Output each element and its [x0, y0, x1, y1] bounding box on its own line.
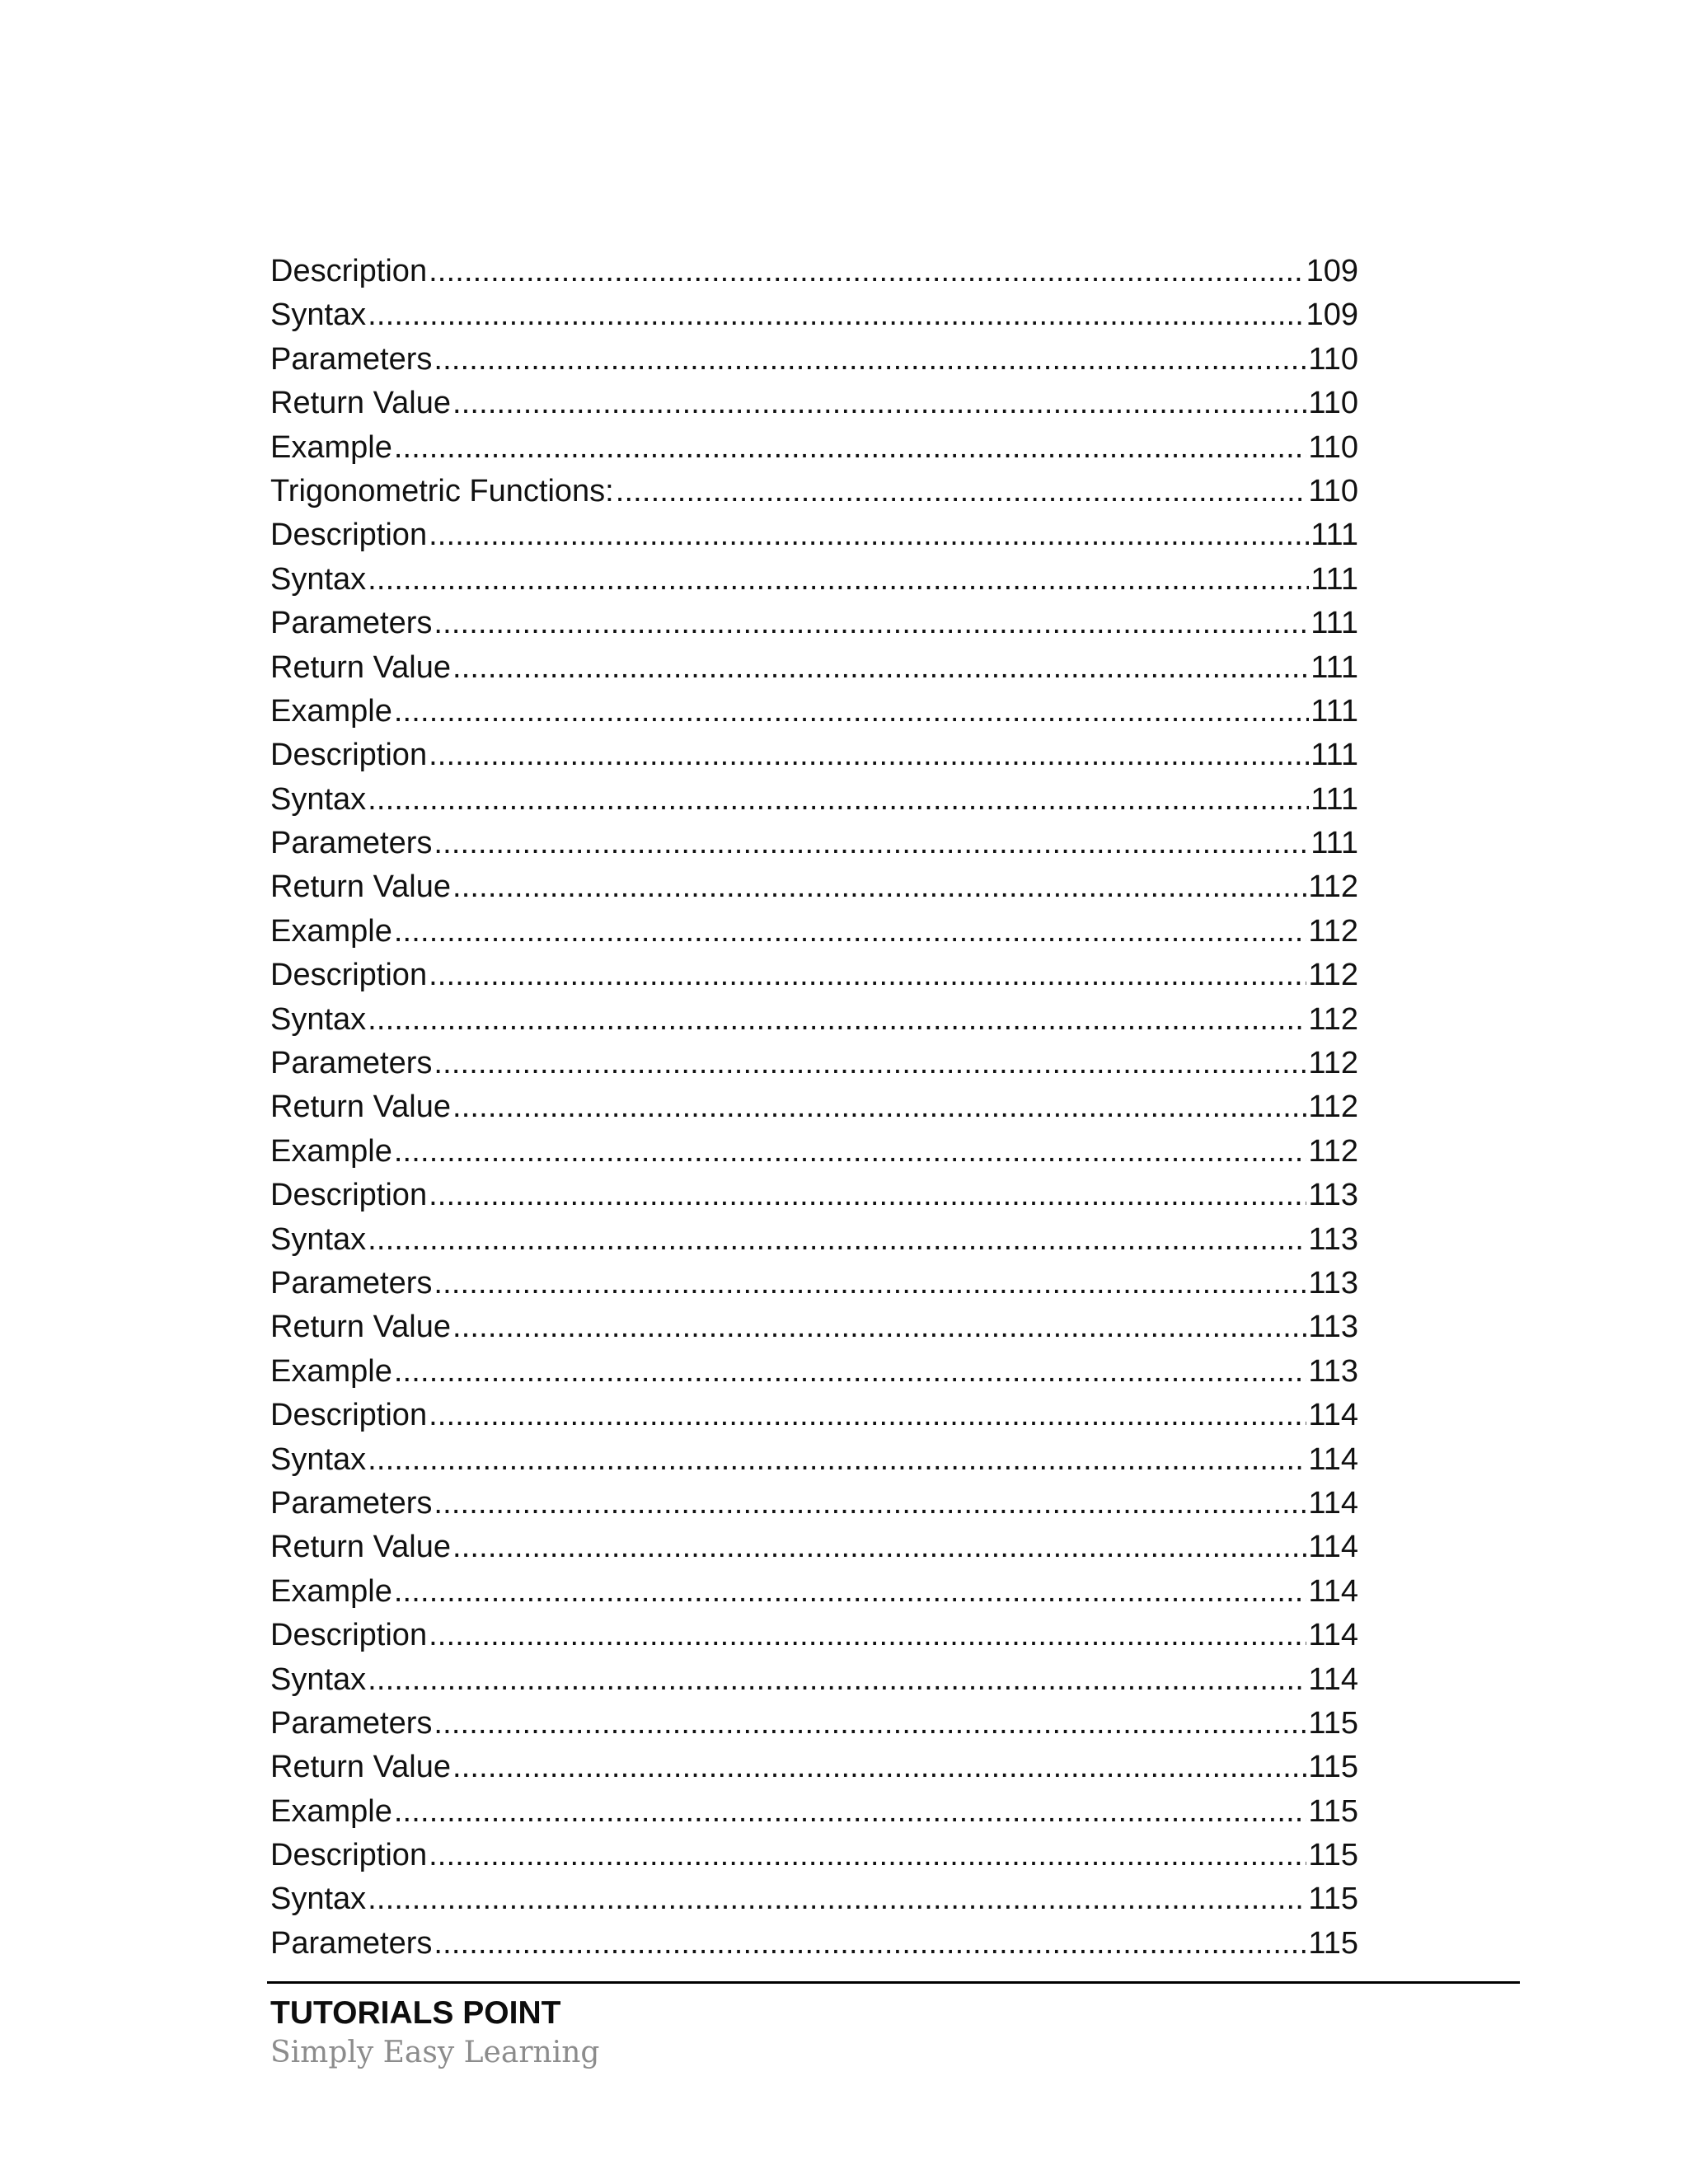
toc-entry[interactable] [270, 1394, 1358, 1437]
toc-dot-leader [368, 1658, 1306, 1702]
toc-entry[interactable] [270, 293, 1358, 337]
toc-dot-leader [452, 646, 1309, 690]
toc-entry[interactable] [270, 1526, 1358, 1569]
toc-entry[interactable] [270, 1305, 1358, 1349]
toc-entry-title: Parameters [270, 1705, 433, 1741]
toc-entry-title: Example [270, 693, 392, 729]
toc-dot-leader [434, 1262, 1306, 1305]
toc-dot-leader [452, 1746, 1306, 1789]
toc-entry-page-number: 112 [1308, 913, 1358, 949]
toc-dot-leader [368, 293, 1304, 337]
toc-entry-page-number: 113 [1308, 1310, 1358, 1345]
toc-entry-page-number: 110 [1308, 429, 1358, 465]
toc-dot-leader [434, 1042, 1306, 1085]
toc-entry-page-number: 111 [1311, 518, 1358, 553]
toc-entry-page-number: 115 [1308, 1793, 1358, 1829]
toc-entry-page-number: 113 [1308, 1221, 1358, 1257]
toc-dot-leader [394, 1130, 1307, 1174]
toc-entry[interactable] [270, 954, 1358, 997]
toc-dot-leader [429, 1834, 1306, 1877]
toc-entry-title: Return Value [270, 869, 451, 905]
toc-entry-page-number: 111 [1311, 738, 1358, 773]
toc-entry-title: Parameters [270, 341, 433, 377]
toc-entry-page-number: 114 [1308, 1618, 1358, 1653]
toc-entry[interactable] [270, 1877, 1358, 1921]
toc-entry-title: Trigonometric Functions: [270, 473, 614, 509]
toc-entry-title: Description [270, 958, 428, 993]
toc-entry[interactable] [270, 1614, 1358, 1657]
toc-dot-leader [434, 338, 1306, 382]
toc-entry-title: Example [270, 1573, 392, 1609]
toc-entry-title: Parameters [270, 606, 433, 641]
toc-dot-leader [368, 1218, 1306, 1262]
toc-entry[interactable] [270, 1658, 1358, 1702]
toc-dot-leader [452, 1085, 1306, 1129]
toc-entry-title: Return Value [270, 1090, 451, 1125]
toc-entry-page-number: 115 [1308, 1925, 1358, 1961]
toc-entry-title: Return Value [270, 1750, 451, 1785]
toc-entry-page-number: 114 [1308, 1573, 1358, 1609]
toc-entry[interactable] [270, 690, 1358, 733]
toc-entry[interactable] [270, 1174, 1358, 1217]
toc-dot-leader [394, 1570, 1307, 1614]
toc-dot-leader [429, 1394, 1306, 1437]
toc-entry-page-number: 109 [1306, 298, 1358, 333]
toc-entry[interactable] [270, 1746, 1358, 1789]
toc-dot-leader [452, 865, 1306, 909]
toc-entry-title: Syntax [270, 298, 367, 333]
toc-entry-page-number: 111 [1311, 649, 1358, 685]
toc-entry[interactable] [270, 733, 1358, 777]
toc-entry[interactable] [270, 1262, 1358, 1305]
toc-entry-page-number: 115 [1308, 1882, 1358, 1917]
toc-entry-title: Parameters [270, 1925, 433, 1961]
toc-entry-page-number: 112 [1308, 1001, 1358, 1037]
toc-dot-leader [368, 998, 1306, 1042]
toc-entry-page-number: 112 [1308, 1133, 1358, 1169]
toc-entry-page-number: 113 [1308, 1353, 1358, 1389]
toc-entry-title: Description [270, 738, 428, 773]
toc-entry-title: Parameters [270, 1485, 433, 1521]
toc-entry-title: Example [270, 1353, 392, 1389]
toc-entry-page-number: 112 [1308, 1046, 1358, 1081]
toc-entry[interactable] [270, 602, 1358, 645]
toc-dot-leader [452, 1305, 1306, 1349]
toc-entry-title: Description [270, 1618, 428, 1653]
toc-entry-page-number: 110 [1308, 341, 1358, 377]
toc-entry-page-number: 114 [1308, 1441, 1358, 1477]
toc-entry[interactable] [270, 822, 1358, 865]
toc-entry-page-number: 115 [1308, 1750, 1358, 1785]
toc-entry-page-number: 112 [1308, 958, 1358, 993]
toc-entry-title: Example [270, 1793, 392, 1829]
toc-entry[interactable] [270, 998, 1358, 1042]
toc-entry-page-number: 111 [1311, 781, 1358, 817]
toc-entry[interactable] [270, 1218, 1358, 1262]
toc-dot-leader [434, 1702, 1306, 1746]
toc-dot-leader [452, 382, 1306, 425]
toc-dot-leader [394, 1790, 1307, 1834]
toc-entry[interactable] [270, 382, 1358, 425]
toc-entry-title: Example [270, 1133, 392, 1169]
toc-entry[interactable] [270, 1702, 1358, 1746]
toc-entry-title: Return Value [270, 1310, 451, 1345]
toc-entry[interactable] [270, 513, 1358, 557]
toc-entry-page-number: 114 [1308, 1661, 1358, 1697]
footer-tagline: Simply Easy Learning [270, 2036, 600, 2069]
toc-dot-leader [368, 1877, 1306, 1921]
toc-dot-leader [434, 1922, 1306, 1966]
toc-entry-page-number: 113 [1308, 1178, 1358, 1213]
toc-entry-page-number: 115 [1308, 1705, 1358, 1741]
toc-entry-page-number: 113 [1308, 1265, 1358, 1301]
footer-divider [267, 1981, 1520, 1984]
toc-dot-leader [429, 1174, 1306, 1217]
toc-entry-page-number: 110 [1308, 386, 1358, 421]
toc-entry-title: Example [270, 429, 392, 465]
toc-entry[interactable] [270, 250, 1358, 293]
toc-entry-page-number: 109 [1306, 254, 1358, 288]
toc-entry-title: Syntax [270, 781, 367, 817]
toc-entry-title: Example [270, 913, 392, 949]
toc-entry-title: Return Value [270, 386, 451, 421]
toc-entry-title: Description [270, 254, 428, 288]
toc-entry-page-number: 111 [1311, 693, 1358, 729]
toc-entry[interactable] [270, 1834, 1358, 1877]
toc-entry-title: Syntax [270, 1661, 367, 1697]
toc-dot-leader [616, 470, 1307, 513]
toc-entry-page-number: 115 [1308, 1838, 1358, 1873]
toc-entry-page-number: 114 [1308, 1530, 1358, 1565]
toc-entry[interactable] [270, 1042, 1358, 1085]
toc-entry-title: Syntax [270, 1441, 367, 1477]
toc-entry-page-number: 111 [1311, 606, 1358, 641]
toc-dot-leader [434, 602, 1309, 645]
toc-dot-leader [429, 513, 1309, 557]
toc-dot-leader [368, 1438, 1306, 1482]
toc-dot-leader [429, 1614, 1306, 1657]
toc-entry-title: Return Value [270, 649, 451, 685]
toc-entry[interactable] [270, 1438, 1358, 1482]
toc-entry-title: Parameters [270, 1046, 433, 1081]
toc-entry[interactable] [270, 338, 1358, 382]
toc-entry-title: Syntax [270, 561, 367, 597]
toc-dot-leader [394, 910, 1307, 954]
toc-entry[interactable] [270, 1570, 1358, 1614]
toc-entry[interactable] [270, 865, 1358, 909]
toc-entry[interactable] [270, 1790, 1358, 1834]
toc-entry[interactable] [270, 558, 1358, 602]
toc-entry[interactable] [270, 646, 1358, 690]
table-of-contents [270, 250, 1358, 1966]
toc-entry[interactable] [270, 426, 1358, 470]
toc-entry-title: Return Value [270, 1530, 451, 1565]
toc-dot-leader [434, 1482, 1306, 1526]
toc-dot-leader [429, 733, 1309, 777]
toc-entry-title: Parameters [270, 1265, 433, 1301]
toc-dot-leader [394, 426, 1307, 470]
toc-entry-title: Description [270, 1398, 428, 1433]
toc-entry-page-number: 114 [1308, 1398, 1358, 1433]
toc-entry-page-number: 112 [1308, 869, 1358, 905]
toc-entry[interactable] [270, 1350, 1358, 1394]
toc-entry-title: Syntax [270, 1221, 367, 1257]
footer-brand: TUTORIALS POINT [270, 1995, 561, 2031]
toc-entry-title: Parameters [270, 826, 433, 861]
toc-entry-page-number: 110 [1308, 473, 1358, 509]
toc-dot-leader [429, 250, 1305, 293]
toc-dot-leader [394, 690, 1309, 733]
toc-entry[interactable] [270, 1922, 1358, 1966]
toc-entry[interactable] [270, 1130, 1358, 1174]
toc-dot-leader [368, 558, 1309, 602]
toc-entry-title: Description [270, 1178, 428, 1213]
toc-entry-page-number: 112 [1308, 1090, 1358, 1125]
toc-entry-page-number: 114 [1308, 1485, 1358, 1521]
toc-entry-title: Description [270, 518, 428, 553]
toc-entry[interactable] [270, 910, 1358, 954]
toc-dot-leader [434, 822, 1309, 865]
toc-dot-leader [429, 954, 1306, 997]
toc-dot-leader [452, 1526, 1306, 1569]
toc-dot-leader [368, 778, 1309, 822]
toc-entry-title: Description [270, 1838, 428, 1873]
toc-entry-title: Syntax [270, 1882, 367, 1917]
toc-entry[interactable] [270, 778, 1358, 822]
toc-entry[interactable] [270, 470, 1358, 513]
toc-entry-page-number: 111 [1311, 561, 1358, 597]
toc-entry[interactable] [270, 1482, 1358, 1526]
toc-entry-page-number: 111 [1311, 826, 1358, 861]
toc-dot-leader [394, 1350, 1307, 1394]
toc-entry[interactable] [270, 1085, 1358, 1129]
toc-entry-title: Syntax [270, 1001, 367, 1037]
